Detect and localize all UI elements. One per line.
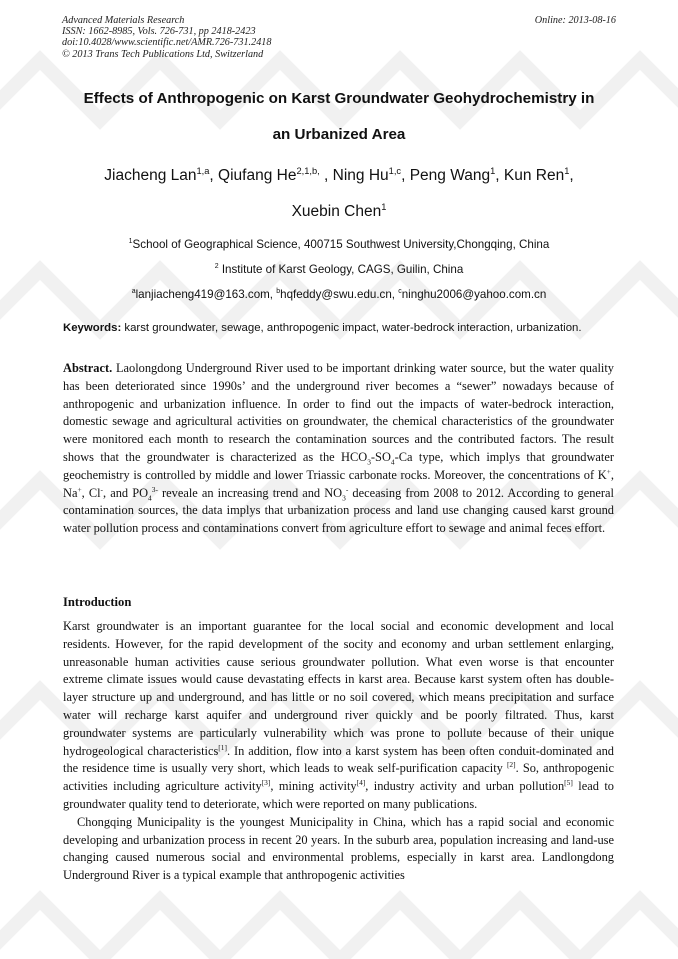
author-name: Ning Hu (332, 167, 389, 184)
abstract-text: Laolongdong Underground River used to be important drinking water source, but the water quality has been deteriorated since 1990s’ and the underground river becomes a “sewer” nowadays because of anthropogenic and urbanization influence. In order to find out the impacts of water-bedrock interaction, domestic sewage and agricultural activities on groundwater, the chemical characteristics of the groundwater were monitored each month to research the contamination sources and the contributed factors. The result shows that the groundwater is characterized as the HCO (63, 361, 614, 464)
citation-ref: [4] (356, 778, 366, 788)
affiliation-1 (40, 238, 638, 251)
author-sep: , (569, 167, 574, 184)
doi-line: doi:10.4028/www.scientific.net/AMR.726-731.2418 (62, 37, 272, 49)
author-name: Xuebin Chen (291, 203, 382, 220)
abstract (63, 360, 614, 538)
superscript: + (606, 466, 611, 476)
abstract-text: reveale an increasing trend and NO (157, 485, 343, 500)
superscript: 3- (151, 484, 158, 494)
journal-header (62, 15, 271, 60)
paragraph: Chongqing Municipality is the youngest Municipality in China, which has a rapid social and economic developing and urbanization process in recent 20 years. In the suburb area, population increasing and land-use changing caused numerous social and environmental problems, especially in karst area. Landlongdong Underground River is a typical example that anthropogenic activities (63, 814, 614, 883)
email-sup: a (131, 288, 136, 296)
subscript: 4 (148, 493, 152, 503)
issn-line: ISSN: 1662-8985, Vols. 726-731, pp 2418-2423 (62, 26, 256, 38)
author-name: Kun Ren (503, 167, 565, 184)
citation-ref: [3] (261, 778, 271, 788)
abstract-text: , Cl (81, 485, 101, 500)
author-sep: , (401, 167, 410, 184)
abstract-text: -SO (370, 449, 391, 464)
author-name: Jiacheng Lan (104, 167, 197, 184)
author-sep: , (209, 167, 219, 184)
email-sup: c (398, 288, 402, 296)
keywords (63, 320, 614, 337)
author-sup: 2,1,b, (296, 165, 320, 176)
body-text: lead to groundwater quality tend to deteriorate, which were reported on many publications. (63, 779, 614, 811)
online-date: Online: 2013-08-16 (534, 15, 616, 26)
copyright-line: © 2013 Trans Tech Publications Ltd, Switzerland (62, 48, 264, 60)
email-text: lanjiacheng419@163.com, (135, 288, 277, 301)
subscript: 3 (342, 493, 346, 503)
affiliation-sup: 1 (128, 238, 133, 246)
subscript: 4 (390, 457, 395, 467)
affiliation-2 (40, 263, 638, 276)
keywords-label: Keywords: (63, 322, 122, 334)
superscript: + (77, 484, 82, 494)
abstract-text: , and PO (103, 485, 149, 500)
email-sup: b (276, 288, 281, 296)
title-line-1: Effects of Anthropogenic on Karst Groundwater Geohydrochemistry in (83, 90, 595, 107)
superscript: - (100, 484, 104, 494)
email-text: ninghu2006@yahoo.com.cn (401, 288, 547, 301)
paragraph (63, 618, 614, 814)
email-text: hqfeddy@swu.edu.cn, (280, 288, 399, 301)
superscript: - (345, 484, 349, 494)
body-text: , industry activity and urban pollution (365, 779, 565, 794)
abstract-label: Abstract. (63, 361, 113, 375)
introduction-body (63, 618, 614, 885)
citation-ref: [2] (506, 760, 516, 770)
author-sup: 1 (381, 201, 387, 212)
affiliation-text: School of Geographical Science, 400715 Southwest University,Chongqing, China (132, 238, 550, 251)
author-line-1 (40, 167, 638, 185)
title-line-2: an Urbanized Area (272, 126, 406, 143)
body-text: . In addition, flow into a karst system has been often conduit-dominated and the residence time is usually very short, which leads to weak self-purification capacity (63, 743, 614, 776)
author-sep: , (495, 167, 504, 184)
author-sup: 1,c (388, 165, 402, 176)
subscript: 3 (367, 457, 371, 467)
affiliation-sup: 2 (214, 263, 219, 271)
body-text: , mining activity (270, 779, 357, 794)
keywords-text: karst groundwater, sewage, anthropogenic impact, water-bedrock interaction, urbanization. (121, 322, 582, 334)
journal-name: Advanced Materials Research (62, 15, 185, 26)
section-heading-introduction: Introduction (63, 595, 132, 609)
citation-ref: [1] (218, 742, 227, 752)
body-text: . So, anthropogenic activities including agriculture activity (63, 761, 614, 794)
author-name: Peng Wang (409, 167, 491, 184)
citation-ref: [5] (564, 778, 573, 788)
abstract-text: , Na (63, 467, 614, 500)
author-sup: 1,a (196, 165, 210, 176)
abstract-text: -Ca type, which implys that groundwater geochemistry is controlled by middle and lower Triassic carbonate rocks. Moreover, the concentrations of K (63, 449, 614, 482)
author-sup: 1 (564, 165, 570, 176)
author-emails (40, 288, 638, 301)
author-name: Qiufang He (218, 167, 297, 184)
author-sup: 1 (490, 165, 496, 176)
abstract-text: deceasing from 2008 to 2012. According to general contamination sources, the data implys that urbanization process and land use changing caused karst ground water pollution process and contaminations convert from agriculture effort to sewage and animal feces effort. (63, 485, 614, 536)
author-sep: , (319, 167, 333, 184)
body-text: Karst groundwater is an important guarantee for the local social and economic development and local residents. However, for the rapid development of the socity and economy and urban settlement enlarging, unreasonable human activities cause serious groundwater pollution. What even worse is that encounter extreme climate issues would cause devastating effects in karst area. Because karst system often has double-layer structure up and underground, and has little or no soil covered, which means precipitation and surface water will recharge karst aquifer and underground river quickly and be poorly filtrated. Thus, karst groundwater systems are particularly vulnerability which was prone to pollute because of their unique hydrogeological characteristics (63, 619, 614, 758)
author-line-2 (40, 203, 638, 221)
affiliation-text: Institute of Karst Geology, CAGS, Guilin, China (218, 263, 464, 276)
